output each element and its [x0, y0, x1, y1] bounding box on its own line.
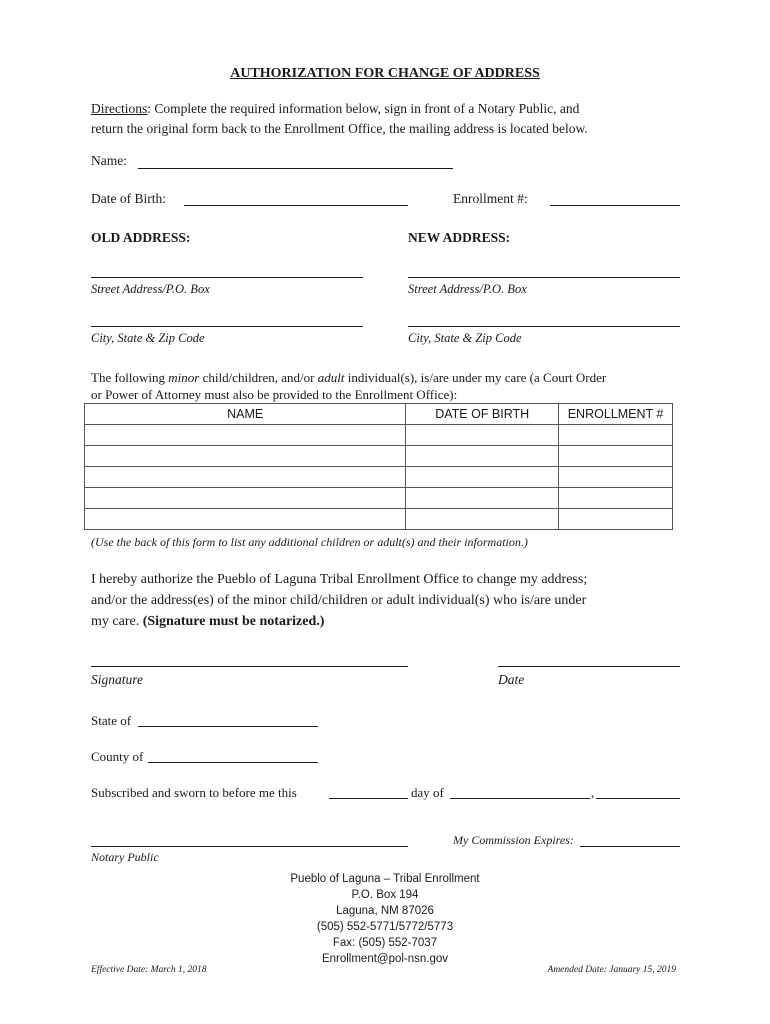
contact-line: Fax: (505) 552-7037 — [332, 937, 438, 949]
old-street-label: Street Address/P.O. Box — [91, 282, 210, 296]
cell-dob[interactable] — [406, 467, 559, 488]
table-row — [85, 467, 673, 488]
cell-dob[interactable] — [406, 509, 559, 530]
county-field[interactable] — [148, 762, 318, 763]
new-city-label: City, State & Zip Code — [408, 331, 522, 345]
date-label: Date — [498, 672, 525, 687]
cell-name[interactable] — [85, 467, 406, 488]
old-address-heading: OLD ADDRESS: — [91, 230, 191, 245]
table-row — [85, 488, 673, 509]
column-header-dob: DATE OF BIRTH — [406, 404, 559, 425]
contact-line: Pueblo of Laguna – Tribal Enrollment — [290, 873, 480, 885]
commission-label: My Commission Expires: — [453, 833, 574, 847]
contact-line: P.O. Box 194 — [351, 889, 419, 901]
intro-b: child/children, and/or — [199, 370, 318, 385]
sworn-label: Subscribed and sworn to before me this — [91, 785, 297, 800]
contact-block — [0, 871, 770, 967]
commission-field[interactable] — [580, 846, 680, 847]
county-label: County of — [91, 749, 144, 764]
cell-dob[interactable] — [406, 425, 559, 446]
amended-date: Amended Date: January 15, 2019 — [547, 965, 676, 975]
contact-email: Enrollment@pol-nsn.gov — [321, 953, 449, 965]
signature-field[interactable] — [91, 666, 408, 667]
auth-line1: I hereby authorize the Pueblo of Laguna Tribal Enrollment Office to change my address; — [91, 572, 588, 587]
table-row — [85, 509, 673, 530]
old-street-field[interactable] — [91, 277, 363, 278]
directions-line1: : Complete the required information below, sign in front of a Notary Public, and — [147, 101, 580, 116]
table-note: (Use the back of this form to list any additional children or adult(s) and their information.) — [91, 535, 528, 549]
auth-notarized: (Signature must be notarized.) — [142, 614, 325, 629]
effective-date: Effective Date: March 1, 2018 — [91, 965, 207, 975]
enrollment-label: Enrollment #: — [453, 191, 528, 206]
name-field[interactable] — [138, 168, 453, 169]
dependents-table — [84, 403, 673, 530]
contact-line: Laguna, NM 87026 — [336, 905, 434, 917]
new-city-field[interactable] — [408, 326, 680, 327]
intro-a: The following — [91, 370, 169, 385]
old-city-label: City, State & Zip Code — [91, 331, 205, 345]
intro-c: individual(s), is/are under my care (a Court Order — [344, 370, 607, 385]
page-title: AUTHORIZATION FOR CHANGE OF ADDRESS — [230, 66, 540, 81]
auth-line2: and/or the address(es) of the minor child/children or adult individual(s) who is/are under — [91, 593, 587, 608]
notary-public-label: Notary Public — [91, 850, 159, 864]
cell-name[interactable] — [85, 446, 406, 467]
column-header-name: NAME — [85, 404, 406, 425]
table-row — [85, 446, 673, 467]
sworn-day-field[interactable] — [329, 798, 408, 799]
auth-line3: my care. — [91, 614, 143, 629]
comma-separator: , — [591, 785, 595, 800]
old-city-field[interactable] — [91, 326, 363, 327]
cell-name[interactable] — [85, 509, 406, 530]
intro-adult: adult — [317, 370, 345, 385]
notary-signature-field[interactable] — [91, 846, 408, 847]
cell-enrollment[interactable] — [559, 425, 673, 446]
dob-label: Date of Birth: — [91, 191, 166, 206]
cell-enrollment[interactable] — [559, 467, 673, 488]
cell-name[interactable] — [85, 425, 406, 446]
cell-name[interactable] — [85, 488, 406, 509]
day-of-label: day of — [411, 785, 444, 800]
cell-enrollment[interactable] — [559, 446, 673, 467]
new-address-heading: NEW ADDRESS: — [408, 230, 511, 245]
intro-minor: minor — [168, 370, 200, 385]
date-field[interactable] — [498, 666, 680, 667]
cell-dob[interactable] — [406, 446, 559, 467]
sworn-month-field[interactable] — [450, 798, 590, 799]
signature-label: Signature — [91, 672, 143, 687]
table-row — [85, 425, 673, 446]
enrollment-field[interactable] — [550, 205, 680, 206]
cell-enrollment[interactable] — [559, 488, 673, 509]
state-label: State of — [91, 713, 132, 728]
dependents-intro — [91, 369, 691, 403]
cell-dob[interactable] — [406, 488, 559, 509]
new-street-field[interactable] — [408, 277, 680, 278]
dob-field[interactable] — [184, 205, 408, 206]
contact-line: (505) 552-5771/5772/5773 — [316, 921, 454, 933]
name-label: Name: — [91, 153, 127, 168]
column-header-enrollment: ENROLLMENT # — [559, 404, 673, 425]
authorization-text — [91, 569, 686, 632]
directions-line2: return the original form back to the Enrollment Office, the mailing address is located below. — [91, 121, 588, 136]
directions-label: Directions — [91, 101, 148, 116]
state-field[interactable] — [138, 726, 318, 727]
table-header-row — [85, 404, 673, 425]
cell-enrollment[interactable] — [559, 509, 673, 530]
directions — [91, 99, 691, 139]
sworn-year-field[interactable] — [596, 798, 680, 799]
new-street-label: Street Address/P.O. Box — [408, 282, 527, 296]
intro-line2: or Power of Attorney must also be provided to the Enrollment Office): — [91, 387, 458, 402]
